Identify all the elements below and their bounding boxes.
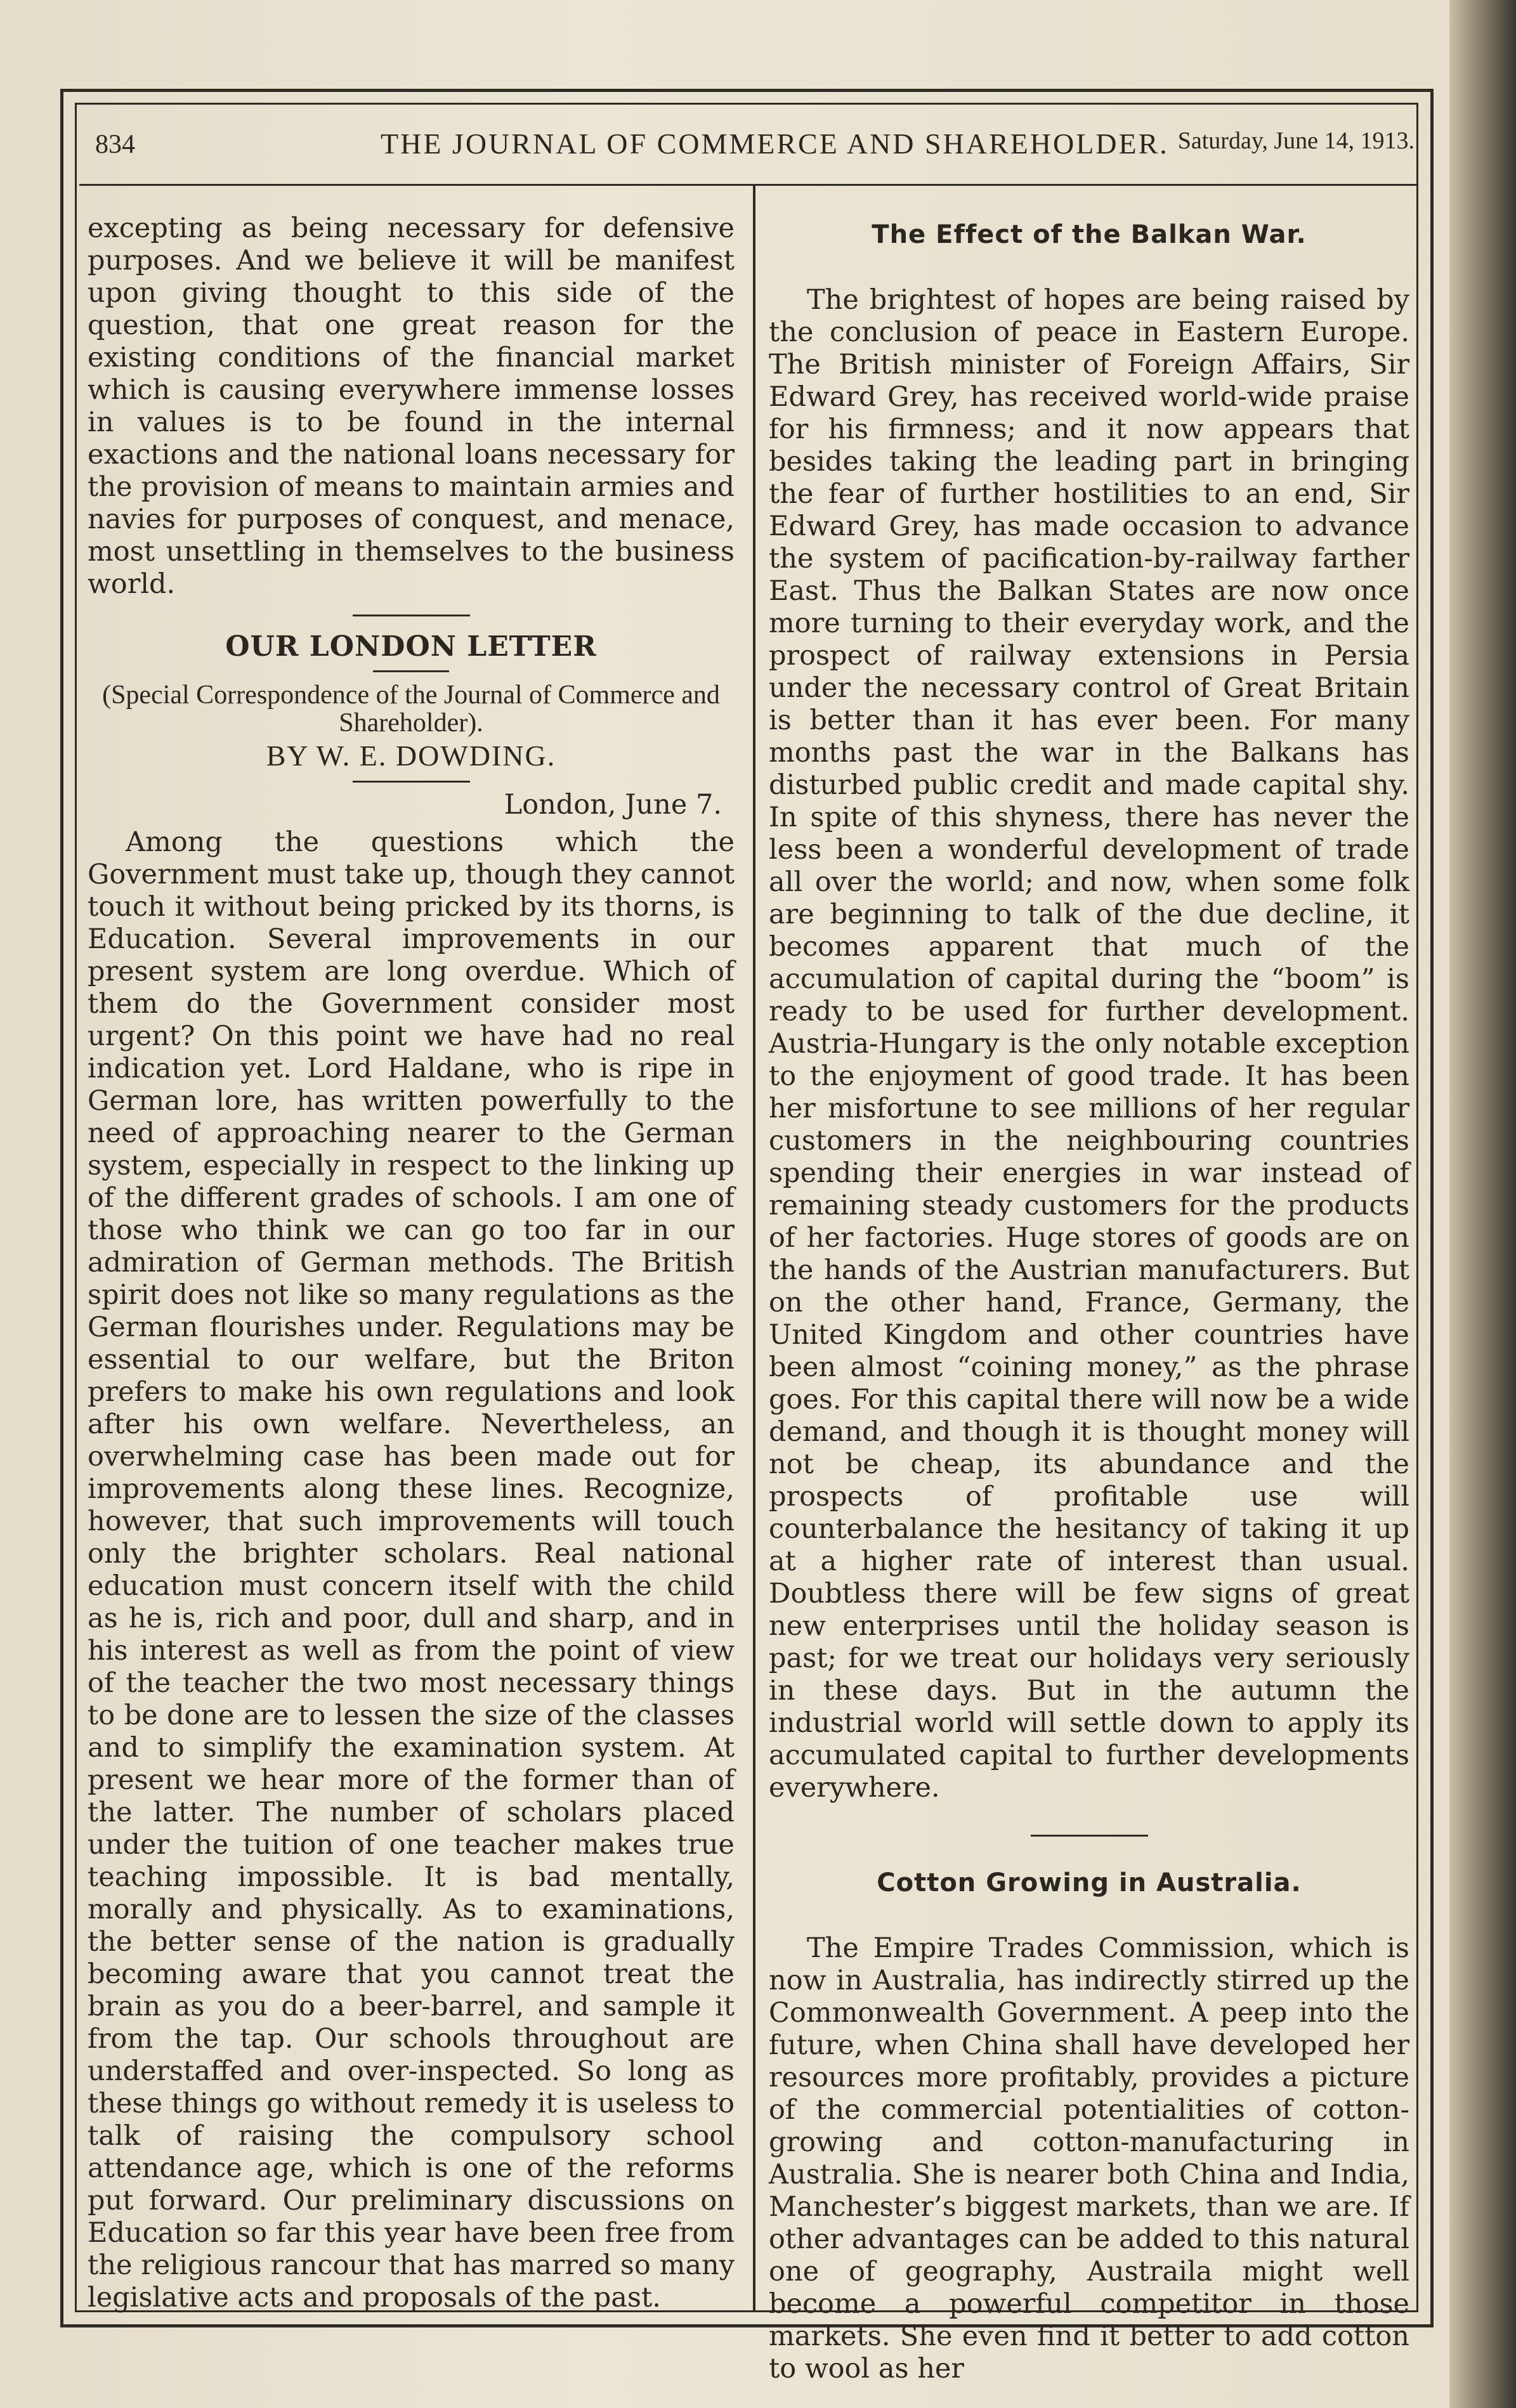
continued-paragraph: excepting as being necessary for defensive purposes. And we believe it will be manifest upon giving thought to this side of the question, that one great reason for the existing conditions of the financial market which is causing everywhere immense losses in values is to be found in the internal exactions and the national loans necessary for the provision of means to maintain armies and navies for purposes of conquest, and menace, most unsettling in themselves to the business world. (88, 212, 735, 600)
cotton-growing-body: The Empire Trades Commission, which is now in Australia, has indirectly stirred up the Commonwealth Government. A peep into the future, when China shall have developed her resources more profitably, provides a picture of the commercial potentialities of cotton-growing and cotton-manufacturing in Australia. She is nearer both China and India, Manchester’s biggest markets, than we are. If other advantages can be added to this natural one of geography, Austraila might well become a powerful competitor in those markets. She even find it better to add cotton to wool as her (769, 1932, 1409, 2385)
byline-rule (353, 781, 470, 783)
author-byline: BY W. E. DOWDING. (266, 739, 556, 772)
correspondence-subheading: (Special Correspondence of the Journal of Commerce and Shareholder). (102, 680, 720, 738)
london-letter-body: Among the questions which the Government must take up, though they cannot touch it without being pricked by its thorns, is Education. Several improvements in our present system are long overdue. Which of them do the Government consider most urgent? On this point we have had no real indication yet. Lord Haldane, who is ripe in German lore, has written powerfully to the need of approaching nearer to the German system, especially in respect to the linking up of the different grades of schools. I am one of those who think we can go too far in our admiration of German methods. The British spirit does not like so many regulations as the German flourishes under. Regulations may be essential to our welfare, but the Briton prefers to make his own regulations and look after his own welfare. Nevertheless, an overwhelming case has been made out for improvements along these lines. Recognize, however, that such improvements will touch only the brighter scholars. Real national education must concern itself with the child as he is, rich and poor, dull and sharp, and in his interest as well as from the point of view of the teacher the two most necessary things to be done are to lessen the size of the classes and to simplify the examination system. At present we hear more of the former than of the latter. The number of scholars placed under the tuition of one teacher makes true teaching impossible. It is bad mentally, morally and physically. As to examinations, the better sense of the nation is gradually becoming aware that you cannot treat the brain as you do a beer-barrel, and sample it from the tap. Our schools throughout are understaffed and over-inspected. So long as these things go without remedy it is useless to talk of raising the compulsory school attendance age, which is one of the reforms put forward. Our preliminary discussions on Education so far this year have been free from the religious rancour that has marred so many legislative acts and proposals of the past. (88, 826, 735, 2314)
adjacent-page-edge (1449, 0, 1516, 2408)
section-rule (353, 615, 470, 616)
journal-title: THE JOURNAL OF COMMERCE AND SHAREHOLDER. (381, 127, 1169, 160)
page-number: 834 (95, 130, 135, 159)
dateline: London, June 7. (504, 789, 722, 821)
london-letter-title: OUR LONDON LETTER (225, 630, 597, 663)
header-rule (79, 184, 1416, 186)
balkan-war-body: The brightest of hopes are being raised by the conclusion of peace in Eastern Europe. The British minister of Foreign Affairs, Sir Edward Grey, has received world-wide praise for his firmness; and it now appears that besides taking the leading part in bringing the fear of further hostilities to an end, Sir Edward Grey, has made occasion to advance the system of pacification-by-railway farther East. Thus the Balkan States are now once more turning to their everyday work, and the prospect of railway extensions in Persia under the necessary control of Great Britain is better than it has ever been. For many months past the war in the Balkans has disturbed public credit and made capital shy. In spite of this shyness, there has never the less been a wonderful development of trade all over the world; and now, when some folk are beginning to talk of the due decline, it becomes apparent that much of the accumulation of capital during the “boom” is ready to be used for further development. Austria-Hungary is the only notable exception to the enjoyment of good trade. It has been her misfortune to see millions of her regular customers in the neighbouring countries spending their energies in war instead of remaining steady customers for the products of her factories. Huge stores of goods are on the hands of the Austrian manufacturers. But on the other hand, France, Germany, the United Kingdom and other countries have been almost “coining money,” as the phrase goes. For this capital there will now be a wide demand, and though it is thought money will not be cheap, its abundance and the prospects of profitable use will counterbalance the hesitancy of taking it up at a higher rate of interest than usual. Doubtless there will be few signs of great new enterprises until the holiday season is past; for we treat our holidays very seriously in these days. But in the autumn the industrial world will settle down to apply its accumulated capital to further developments everywhere. (769, 284, 1409, 1804)
left-column (88, 212, 735, 2314)
balkan-war-title: The Effect of the Balkan War. (872, 220, 1307, 249)
cotton-growing-title: Cotton Growing in Australia. (877, 1868, 1302, 1897)
column-divider (753, 184, 755, 2312)
right-column (769, 212, 1409, 2385)
page-header (95, 124, 1415, 169)
title-rule (373, 670, 449, 672)
section-rule (1031, 1835, 1148, 1837)
issue-date: Saturday, June 14, 1913. (1177, 127, 1415, 154)
